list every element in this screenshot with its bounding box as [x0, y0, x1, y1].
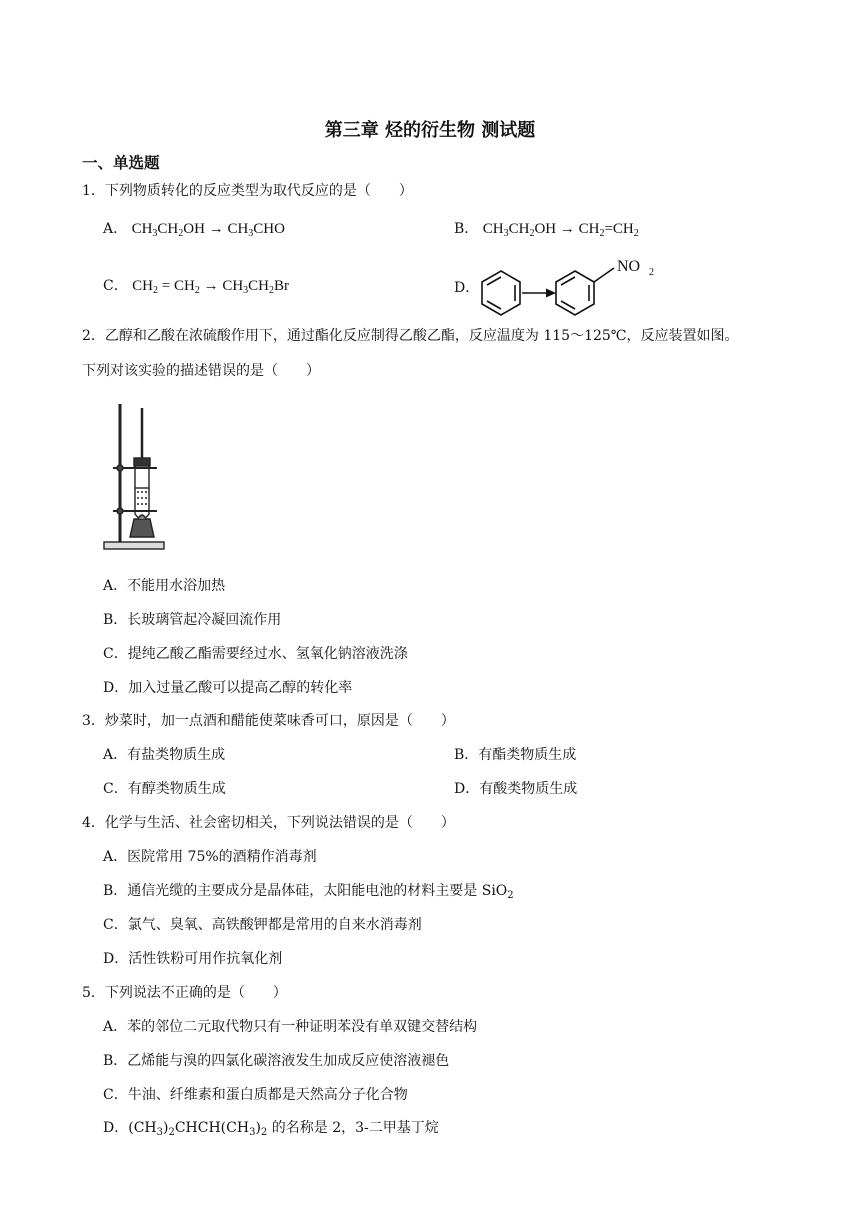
question-4-stem: 4．化学与生活、社会密切相关，下列说法错误的是（ ）: [82, 815, 455, 831]
q1-c-formula: $CH_2 = CH_2 \to CH_3CH_2Br$: [132, 278, 289, 296]
q1-a-formula: $CH_3CH_2OH \to CH_3CHO$: [131, 221, 285, 239]
q3-option-a: A．有盐类物质生成: [103, 747, 226, 763]
nitro-group-label: NO: [617, 258, 641, 275]
q5-option-c: C．牛油、纤维素和蛋白质都是天然高分子化合物: [103, 1087, 408, 1103]
arrow-icon: [546, 289, 556, 298]
q5-option-d: D．$(CH_3)_2CHCH(CH_3)_2$ 的名称是 2，3-二甲基丁烷: [103, 1120, 439, 1138]
question-5-stem: 5．下列说法不正确的是（ ）: [82, 985, 287, 1001]
q1-option-a: [103, 218, 285, 238]
question-3-stem: 3．炒菜时，加一点酒和醋能使菜味香可口，原因是（ ）: [82, 713, 455, 729]
q3-option-b: B．有酯类物质生成: [454, 747, 577, 763]
q1-option-c: [103, 275, 289, 295]
q1-option-b: [454, 218, 639, 238]
option-label: B．: [454, 221, 479, 237]
q2-option-a: A．不能用水浴加热: [103, 578, 226, 594]
question-2-stem-line2: 下列对该实验的描述错误的是（ ）: [82, 363, 320, 379]
esterification-apparatus-figure: [101, 402, 169, 552]
q4-option-c: C．氯气、臭氧、高铁酸钾都是常用的自来水消毒剂: [103, 917, 422, 933]
q5-option-b: B．乙烯能与溴的四氯化碳溶液发生加成反应使溶液褪色: [103, 1053, 450, 1069]
q5-option-a: A．苯的邻位二元取代物只有一种证明苯没有单双键交替结构: [103, 1019, 478, 1035]
q4-option-d: D．活性铁粉可用作抗氧化剂: [103, 951, 283, 967]
option-label: C．: [103, 278, 128, 294]
q2-option-d: D．加入过量乙酸可以提高乙醇的转化率: [103, 680, 353, 696]
option-label: A．: [103, 221, 128, 237]
q2-option-c: C．提纯乙酸乙酯需要经过水、氢氧化钠溶液洗涤: [103, 646, 408, 662]
page-title: 第三章 烃的衍生物 测试题: [324, 120, 536, 141]
q1-b-formula: $CH_3CH_2OH \to CH_2=CH_2$: [482, 221, 639, 239]
q4-option-a: A．医院常用 75%的酒精作消毒剂: [103, 849, 317, 865]
question-1-stem: 1．下列物质转化的反应类型为取代反应的是（ ）: [82, 183, 413, 199]
q3-option-c: C．有醇类物质生成: [103, 781, 226, 797]
q4-option-b: B．通信光缆的主要成分是晶体硅，太阳能电池的材料主要是 SiO$_2$: [103, 883, 514, 901]
q1-option-d-label: D．: [454, 280, 480, 296]
section-heading: 一、单选题: [82, 154, 160, 172]
benzene-nitration-diagram: [476, 254, 666, 316]
question-2-stem-line1: 2．乙醇和乙酸在浓硫酸作用下，通过酯化反应制得乙酸乙酯，反应温度为 115～125℃，反应装置如图。: [82, 328, 739, 344]
q2-option-b: B．长玻璃管起冷凝回流作用: [103, 612, 282, 628]
q3-option-d: D．有酸类物质生成: [454, 781, 578, 797]
nitro-subscript: 2: [649, 267, 654, 278]
